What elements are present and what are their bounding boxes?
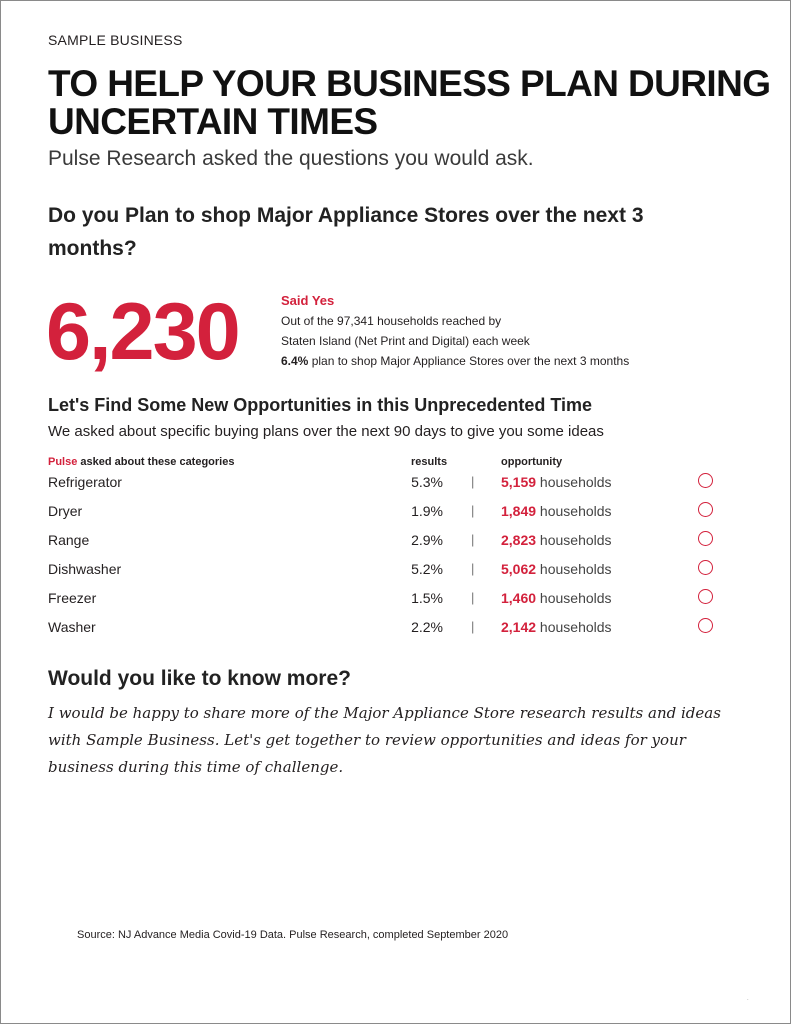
column-separator: | <box>471 503 475 518</box>
column-separator: | <box>471 619 475 634</box>
opportunity-unit: households <box>536 474 612 490</box>
page-headline: TO HELP YOUR BUSINESS PLAN DURING UNCERTAIN TIMES <box>48 63 771 142</box>
opportunity-unit: households <box>536 532 612 548</box>
opportunity-count: 2,823 <box>501 532 537 548</box>
results-header: results <box>411 456 448 468</box>
select-circle[interactable] <box>698 560 713 575</box>
opportunity-unit: households <box>536 561 612 577</box>
select-circle[interactable] <box>698 473 713 488</box>
table-row <box>1 474 790 496</box>
categories-header-text: asked about these categories <box>77 456 235 468</box>
select-circle[interactable] <box>698 531 713 546</box>
stat-line-3 <box>281 351 629 371</box>
select-circle[interactable] <box>698 589 713 604</box>
stat-percent: 6.4% <box>281 354 309 368</box>
opportunity-unit: households <box>536 503 612 519</box>
category-name: Range <box>48 532 90 548</box>
know-more-body: I would be happy to share more of the Major Appliance Store research results and ideas with Sample Business. Let's get together to review opportunities and ideas for your business during this time of challenge. <box>48 704 721 776</box>
result-percent: 5.3% <box>411 474 443 490</box>
opportunity-value <box>501 561 612 577</box>
column-separator: | <box>471 474 475 489</box>
category-name: Freezer <box>48 590 97 606</box>
opportunity-value <box>501 590 612 606</box>
opportunity-value <box>501 503 612 519</box>
opportunity-header: opportunity <box>501 456 563 468</box>
column-separator: | <box>471 561 475 576</box>
pulse-brand-word: Pulse <box>48 456 78 468</box>
corner-dot: . <box>747 996 749 1002</box>
table-row <box>1 590 790 612</box>
select-circle[interactable] <box>698 618 713 633</box>
opportunities-title: Let's Find Some New Opportunities in this Unprecedented Time <box>48 395 593 415</box>
opportunity-unit: households <box>536 619 612 635</box>
opportunity-count: 1,460 <box>501 590 537 606</box>
opportunities-subtitle: We asked about specific buying plans over the next 90 days to give you some ideas <box>48 423 604 440</box>
category-name: Dishwasher <box>48 561 122 577</box>
result-percent: 2.9% <box>411 532 443 548</box>
source-note: Source: NJ Advance Media Covid-19 Data. Pulse Research, completed September 2020 <box>77 929 509 941</box>
category-name: Refrigerator <box>48 474 122 490</box>
stat-line-3-text: plan to shop Major Appliance Stores over the next 3 months <box>308 354 630 368</box>
result-percent: 1.5% <box>411 590 443 606</box>
stat-line-1: Out of the 97,341 households reached by <box>281 314 502 328</box>
stat-details <box>281 291 629 371</box>
opportunity-unit: households <box>536 590 612 606</box>
table-row <box>1 532 790 554</box>
categories-header <box>48 456 234 468</box>
page-subhead: Pulse Research asked the questions you would ask. <box>48 147 534 170</box>
result-percent: 5.2% <box>411 561 443 577</box>
business-name: SAMPLE BUSINESS <box>48 32 183 48</box>
result-percent: 2.2% <box>411 619 443 635</box>
result-percent: 1.9% <box>411 503 443 519</box>
stat-line-2: Staten Island (Net Print and Digital) each week <box>281 334 530 348</box>
opportunity-value <box>501 474 612 490</box>
know-more-title: Would you like to know more? <box>48 667 351 690</box>
select-circle[interactable] <box>698 502 713 517</box>
column-separator: | <box>471 532 475 547</box>
opportunity-value <box>501 532 612 548</box>
category-name: Washer <box>48 619 96 635</box>
opportunity-count: 1,849 <box>501 503 537 519</box>
opportunity-value <box>501 619 612 635</box>
said-yes-count: 6,230 <box>46 287 239 377</box>
opportunity-count: 5,159 <box>501 474 537 490</box>
opportunity-count: 5,062 <box>501 561 537 577</box>
column-separator: | <box>471 590 475 605</box>
opportunity-count: 2,142 <box>501 619 537 635</box>
table-row <box>1 503 790 525</box>
said-yes-label: Said Yes <box>281 293 335 308</box>
table-row <box>1 561 790 583</box>
survey-question: Do you Plan to shop Major Appliance Stores over the next 3 months? <box>48 204 644 260</box>
table-row <box>1 619 790 641</box>
category-name: Dryer <box>48 503 83 519</box>
